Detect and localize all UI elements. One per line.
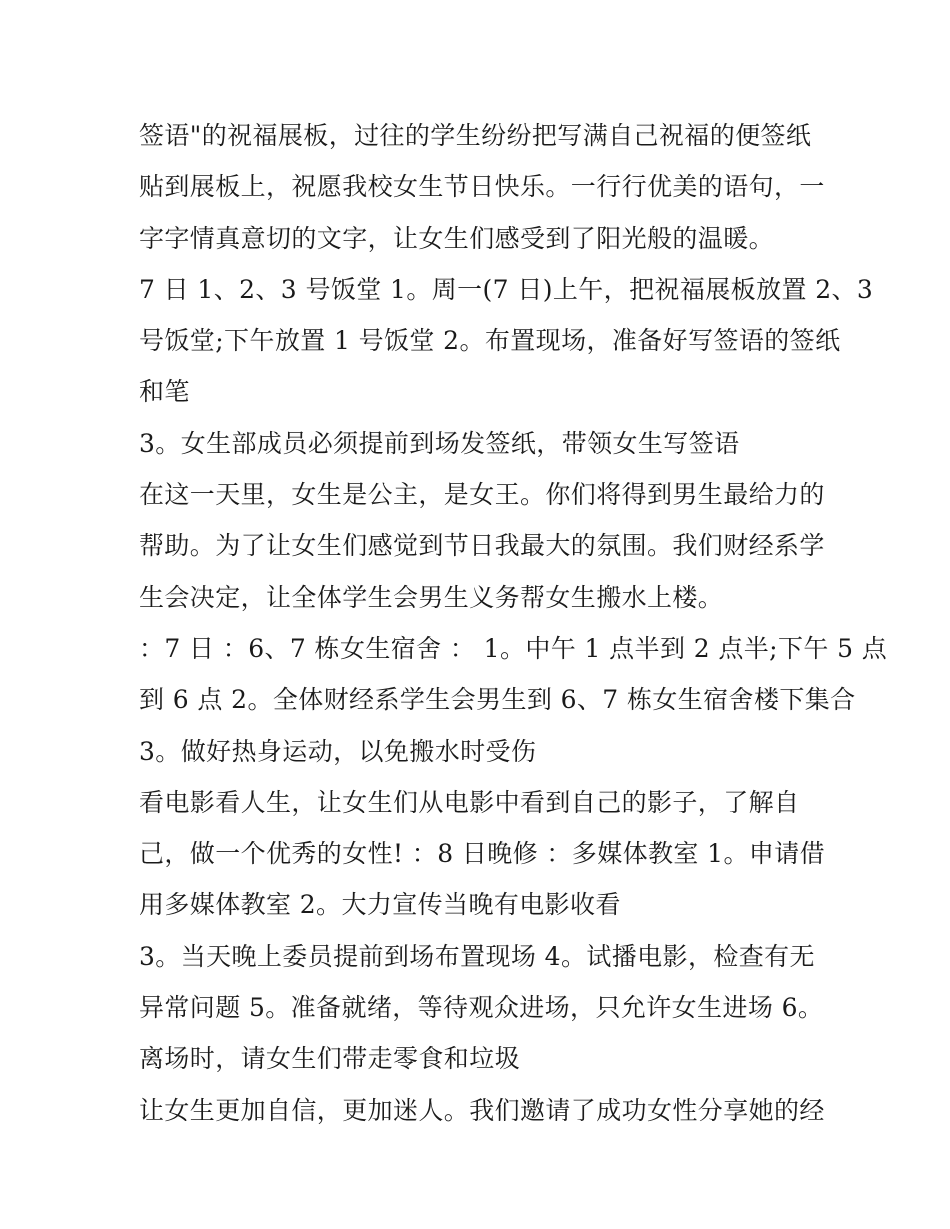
text-line: 帮助。为了让女生们感觉到节日我最大的氛围。我们财经系学 — [139, 531, 825, 561]
text-line: 己，做一个优秀的女性! ：8 日晚修 ：多媒体教室 1。申请借 — [139, 839, 826, 869]
text-line: 和笔 — [139, 377, 190, 407]
text-line: 异常问题 5。准备就绪，等待观众进场，只允许女生进场 6。 — [139, 993, 824, 1023]
text-line: 签语"的祝福展板，过往的学生纷纷把写满自己祝福的便签纸 — [139, 121, 812, 150]
text-line: 3。女生部成员必须提前到场发签纸，带领女生写签语 — [139, 428, 740, 458]
text-line: 7 日 1、2、3 号饭堂 1。周一(7 日)上午，把祝福展板放置 2、3 — [139, 274, 874, 304]
text-line: 字字情真意切的文字，让女生们感受到了阳光般的温暖。 — [139, 223, 775, 253]
text-line: 让女生更加自信，更加迷人。我们邀请了成功女性分享她的经 — [139, 1095, 825, 1125]
text-line: 在这一天里，女生是公主，是女王。你们将得到男生最给力的 — [139, 480, 825, 510]
text-line: 号饭堂;下午放置 1 号饭堂 2。布置现场，准备好写签语的签纸 — [139, 326, 841, 356]
text-line: 离场时，请女生们带走零食和垃圾 — [139, 1044, 521, 1074]
text-line: 生会决定，让全体学生会男生义务帮女生搬水上楼。 — [139, 582, 724, 612]
text-line: 3。做好热身运动，以免搬水时受伤 — [139, 736, 537, 766]
document-body — [139, 110, 888, 1136]
text-line: 贴到展板上，祝愿我校女生节日快乐。一行行优美的语句，一 — [139, 172, 825, 202]
text-line: 用多媒体教室 2。大力宣传当晚有电影收看 — [139, 890, 621, 920]
text-line: ：7 日 ：6、7 栋女生宿舍 ： 1。中午 1 点半到 2 点半;下午 5 点 — [139, 633, 888, 663]
text-line: 到 6 点 2。全体财经系学生会男生到 6、7 栋女生宿舍楼下集合 — [139, 685, 856, 715]
text-line: 3。当天晚上委员提前到场布置现场 4。试播电影，检查有无 — [139, 941, 815, 971]
text-line: 看电影看人生，让女生们从电影中看到自己的影子，了解自 — [139, 787, 800, 817]
